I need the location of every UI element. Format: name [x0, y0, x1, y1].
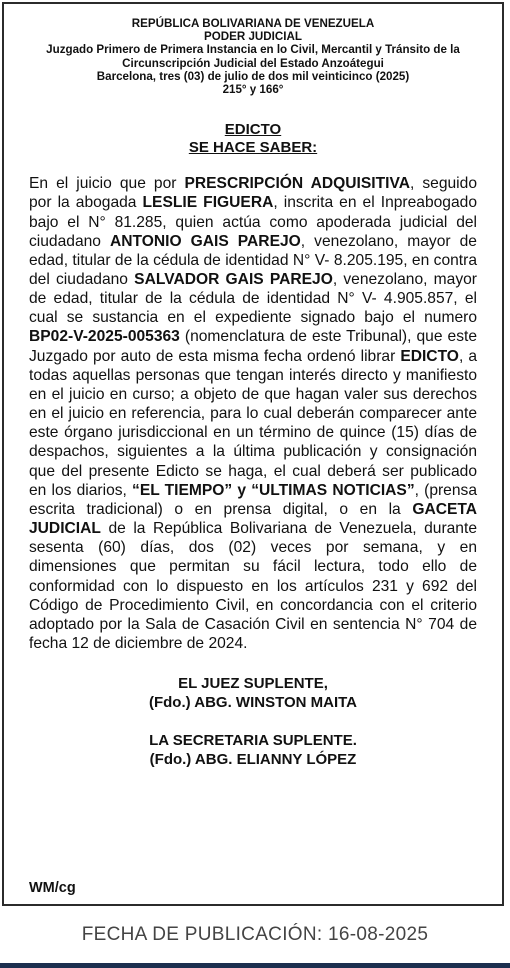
body-text-run: En el juicio que por	[29, 175, 185, 193]
judge-title: EL JUEZ SUPLENTE,	[178, 675, 328, 693]
judge-name: (Fdo.) ABG. WINSTON MAITA	[148, 694, 358, 712]
edict-notice	[2, 2, 504, 906]
header-line-date: Barcelona, tres (03) de julio de dos mil veinticinco (2025)	[96, 69, 410, 83]
secretary-name: (Fdo.) ABG. ELIANNY LÓPEZ	[149, 751, 357, 769]
body-bold-run: ANTONIO GAIS PAREJO	[110, 232, 301, 250]
body-bold-run: BP02-V-2025-005363	[29, 328, 180, 346]
header-line-country: REPÚBLICA BOLIVARIANA DE VENEZUELA	[131, 17, 375, 30]
title-se-hace-saber: SE HACE SABER:	[188, 138, 318, 156]
header-line-circuit: Circunscripción Judicial del Estado Anzoátegui	[122, 56, 384, 70]
secretary-signature	[4, 731, 502, 769]
header-line-years: 215° y 166°	[222, 83, 284, 97]
court-header	[4, 4, 502, 96]
footer-rule	[0, 963, 510, 968]
body-text-run: , a todas aquellas personas que tengan interés directo y manifiesto en el juicio en curso; a objeto de que hagan valer sus derechos en el juicio en referencia, para lo cual deberán comparecer ante este órgano jurisdiccional en un término de quince (15) días de despachos, siguientes a la última publicación y consignación que del presente Edicto se haga, el cual deberá ser publicado en los diarios,	[29, 347, 477, 499]
header-line-court: Juzgado Primero de Primera Instancia en lo Civil, Mercantil y Tránsito de la	[46, 43, 460, 57]
body-text-run: , seguido por la abogada	[29, 175, 477, 212]
body-text-run: , venezolano, mayor de edad, titular de la cédula de identidad N° V- 8.205.195, en contra del ciudadano	[29, 232, 477, 288]
body-bold-run: GACETA JUDICIAL	[29, 500, 477, 538]
body-text-run: , (prensa escrita tradicional) o en prensa digital, o en la	[29, 481, 477, 518]
secretary-title: LA SECRETARIA SUPLENTE.	[149, 732, 357, 750]
body-bold-run: LESLIE FIGUERA	[142, 194, 274, 212]
publication-date: FECHA DE PUBLICACIÓN: 16-08-2025	[81, 924, 429, 945]
body-text-run: , venezolano, mayor de edad, titular de la cédula de identidad N° V- 4.905.857, el cual se sustancia en el expediente signado bajo el numero	[29, 271, 477, 327]
judge-signature	[4, 674, 502, 712]
header-line-branch: PODER JUDICIAL	[204, 30, 302, 44]
body-bold-run: EDICTO	[400, 347, 459, 365]
edict-body	[29, 174, 477, 653]
edict-title	[4, 121, 502, 156]
title-edicto: EDICTO	[224, 121, 282, 139]
body-text-run: (nomenclatura de este Tribunal), que este Juzgado por auto de esta misma fecha ordenó librar	[29, 328, 477, 365]
body-text-run: de la República Bolivariana de Venezuela, durante sesenta (60) días, dos (02) veces por semana, y en dimensiones que permitan su fácil lectura, todo ello de conformidad con lo dispuesto en los artículos 231 y 692 del Código de Procedimiento Civil, en concordancia con el criterio adoptado por la Sala de Casación Civil en sentencia N° 704 de fecha 12 de diciembre de 2024.	[29, 520, 477, 652]
body-bold-run: “EL TIEMPO” y “ULTIMAS NOTICIAS”	[132, 481, 415, 499]
body-text-run: , inscrita en el Inpreabogado bajo el N° 81.285, quien actúa como apoderada judicial del ciudadano	[29, 194, 477, 250]
body-bold-run: SALVADOR GAIS PAREJO	[134, 271, 333, 288]
body-bold-run: PRESCRIPCIÓN ADQUISITIVA	[184, 175, 410, 193]
typist-initials: WM/cg	[29, 880, 76, 896]
